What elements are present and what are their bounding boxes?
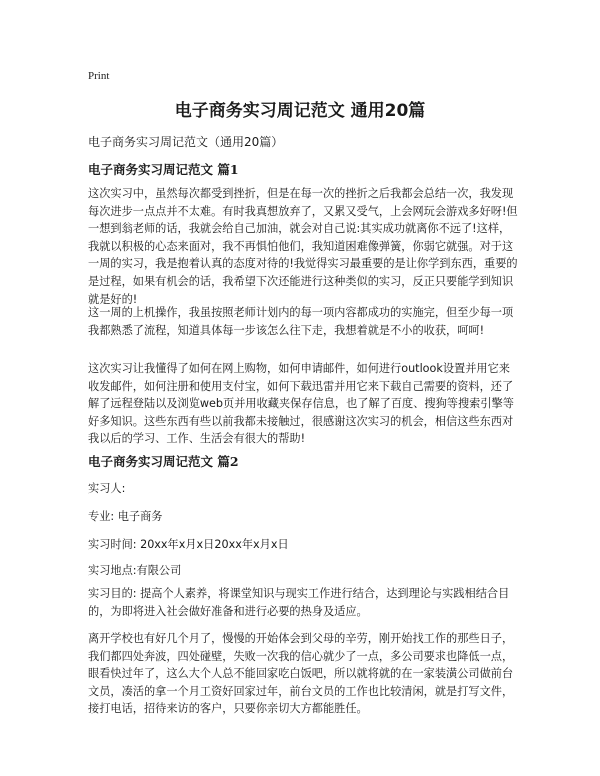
document-subtitle: 电子商务实习周记范文（通用20篇） [88,135,284,149]
intern-field: 实习人: [88,482,126,495]
major-field: 专业: 电子商务 [88,510,163,523]
section-1-paragraph-3: 这次实习让我懂得了如何在网上购物，如何申请邮件，如何进行outlook设置并用它来收发邮件，如何注册和使用支付宝，如何下载迅雷并用它来下载自己需要的资料，还了解了远程登陆以及浏览web页并用收藏夹保存信息，也了解了百度、搜狗等搜索引擎等好多知识。这些东西有些以前我都未接触过，很感谢这次实习的机会，相信这些东西对我以后的学习、工作、生活会有很大的帮助! [88,362,514,446]
section-1-paragraph-1: 这次实习中，虽然每次都受到挫折，但是在每一次的挫折之后我都会总结一次，我发现每次进步一点点并不太难。有时我真想放弃了，又累又受气，上会网玩会游戏多好呀!但一想到翁老师的话，我就会给自己加油，就会对自己说:其实成功就离你不远了!这样，我就以积极的心态来面对，我不再惧怕他们，我知道困难像弹簧，你弱它就强。对于这一周的实习，我是抱着认真的态度对待的!我觉得实习最重要的是让你学到东西，重要的是过程，如果有机会的话，我希望下次还能进行这种类似的实习，反正只要能学到知识就是好的! [88,187,518,306]
page-title: 电子商务实习周记范文 通用20篇 [174,101,426,121]
purpose-paragraph: 实习目的: 提高个人素养，将课堂知识与现实工作进行结合，达到理论与实践相结合目的，为即将进入社会做好准备和进行必要的热身及适应。 [88,587,510,618]
time-field: 实习时间: 20xx年x月x日20xx年x月x日 [88,538,289,551]
body-paragraph: 离开学校也有好几个月了，慢慢的开始体会到父母的辛劳，刚开始找工作的那些日子，我们都四处奔波，四处碰壁，失败一次我的信心就少了一点，多公司要求也降低一点，眼看快过年了，这么大个人总不能回家吃白饭吧，所以就将就的在一家装潢公司做前台文员，凑活的拿一个月工资好回家过年，前台文员的工作也比较清闲，就是打写文件，接打电话，招待来访的客户，只要你亲切大方都能胜任。 [88,632,514,716]
place-field: 实习地点:有限公司 [88,564,182,577]
print-label[interactable]: Print [88,70,110,82]
section-2-heading: 电子商务实习周记范文 篇2 [88,454,239,469]
section-1-heading: 电子商务实习周记范文 篇1 [88,162,239,177]
section-1-paragraph-2: 这一周的上机操作，我虽按照老师计划内的每一项内容都成功的实施完，但至少每一项我都熟悉了流程，知道具体每一步该怎么往下走，我想着就是不小的收获，呵呵! [88,306,514,337]
